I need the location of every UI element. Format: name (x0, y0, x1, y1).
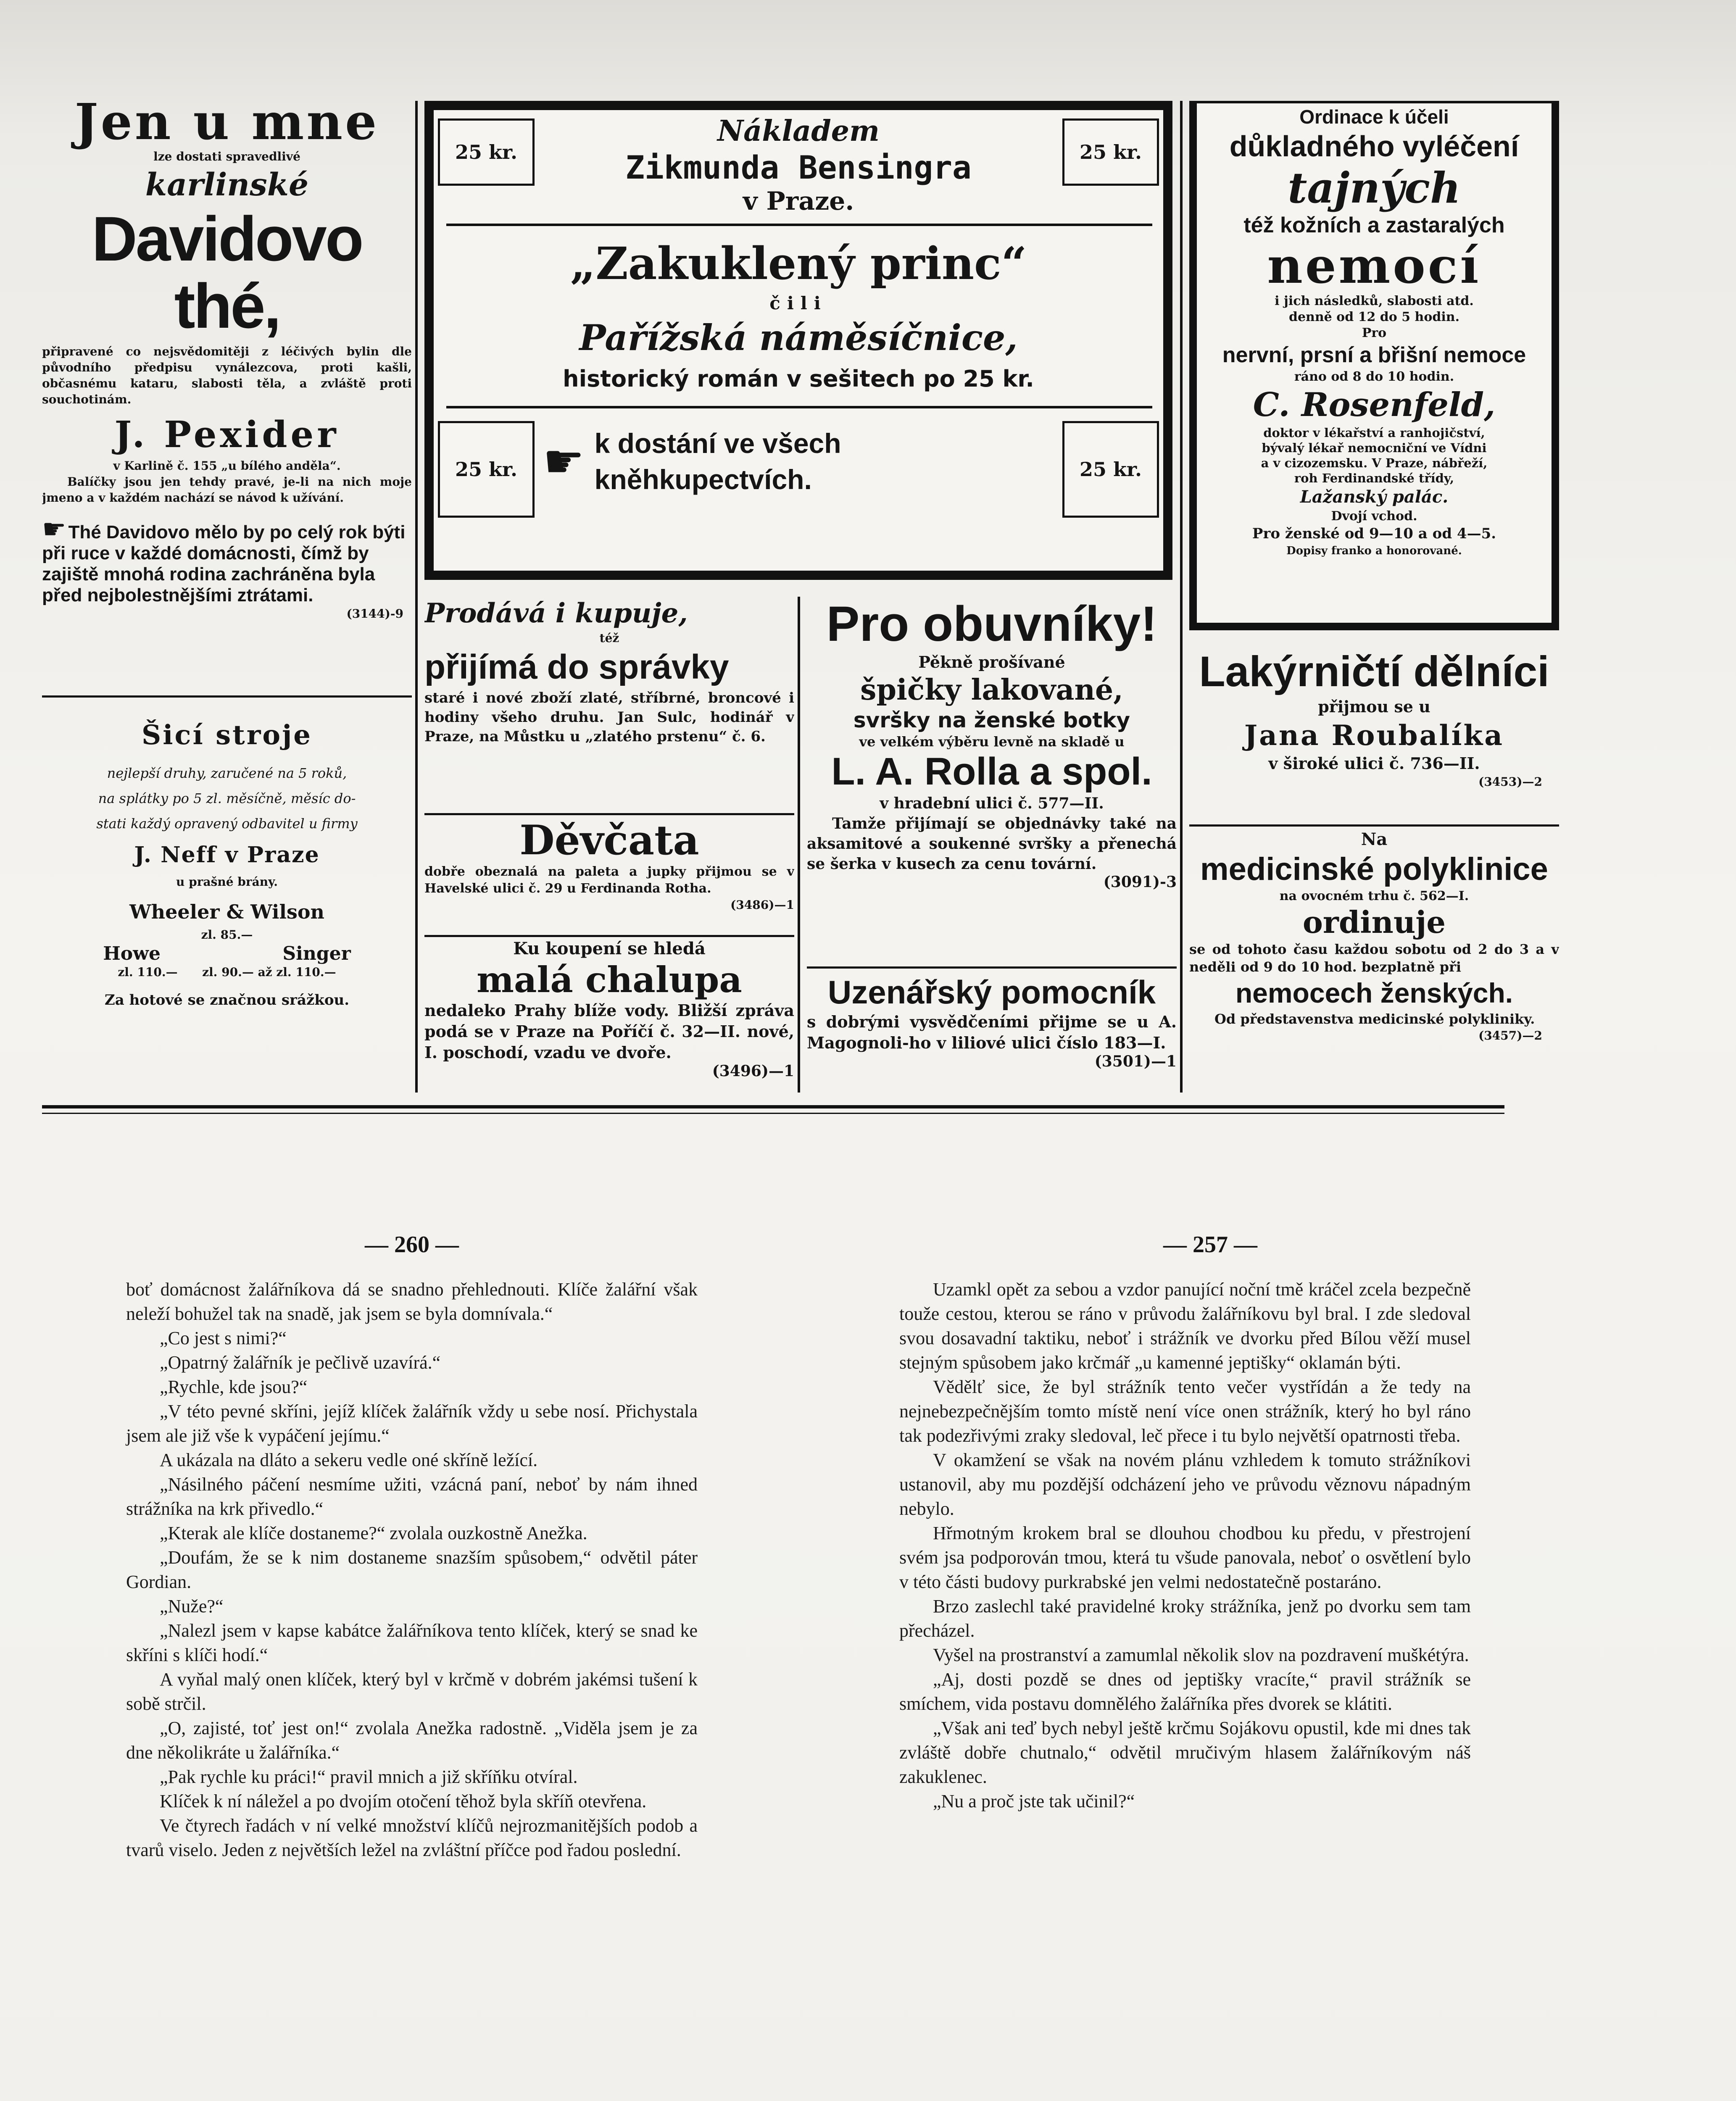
paragraph: „Násilného páčení nesmíme užiti, vzácná paní, neboť by nám ihned strážníka na krk přivedlo.“ (126, 1474, 698, 1519)
paragraph: „Co jest s nimi?“ (160, 1328, 287, 1348)
ad2-seller: J. Neff v Praze (134, 842, 320, 868)
ad5-body: staré i nové zboží zlaté, stříbrné, broncové i hodiny všeho druhu. Jan Sulc, hodinář v Praze, na Můstku u „zlatého prstenu“ č. 6. (424, 690, 794, 745)
ad-sici-stroje (42, 710, 412, 1097)
column-rule (415, 101, 418, 1093)
ad3-title: „Zakuklený princ“ (570, 237, 1027, 290)
ad-hodinar-sulc (424, 597, 794, 815)
paragraph: V okamžení se však na novém plánu vzhledem k tomuto strážníkovi ustanovil, aby mu pozdější odcházení jeho ve průvodu věznovu nápadným nebylo. (899, 1450, 1471, 1519)
ad-rosenfeld-ordinace (1189, 101, 1559, 630)
ad-separator (424, 935, 794, 937)
ad2-script3: stati každý opravený odbavitel u firmy (96, 816, 358, 832)
ad10-code: (3453)—2 (1478, 775, 1542, 789)
ad3-or: čili (769, 293, 827, 313)
ad4-l7: denně od 12 do 5 hodin. (1288, 310, 1460, 324)
ad8-seller: L. A. Rolla a spol. (831, 750, 1152, 793)
ad6-code: (3486)—1 (730, 898, 794, 912)
ad8-body: Tamže přijímají se objednávky také na aksamitové a soukenné svršky a přenechá se šerka v kusech za cenu tovární. (807, 815, 1177, 873)
ad3-desc: historický román v sešitech po 25 kr. (563, 366, 1034, 392)
ad3-rule (446, 406, 1152, 408)
paragraph: „Nuže?“ (160, 1596, 224, 1617)
paragraph: boť domácnost žalářníkova dá se snadno přehlednouti. Klíče žalářní však neleží bohužel tak na snadě, jak jsem se byla domnívala.“ (126, 1279, 698, 1324)
ad1-sub: lze dostati spravedlivé (153, 150, 300, 163)
ad3-availability-row (543, 425, 1054, 498)
ad3-city: v Praze. (743, 187, 854, 216)
ad4-l11: doktor v lékařství a ranhojičství, (1263, 426, 1485, 440)
ad11-code: (3457)—2 (1478, 1029, 1542, 1043)
paragraph: Ve čtyrech řadách v ní velké množství klíčů nejrozmanitějších podob a tvarů viselo. Jeden z největších ležel na zvláštní příčce pod řadou poslední. (126, 1815, 698, 1860)
paragraph: Brzo zaslechl také pravidelné kroky strážníka, jenž po dvorku sem tam přecházel. (899, 1596, 1471, 1641)
paragraph: Vědělť sice, že byl strážník tento večer vystřídán a že tedy na nejnebezpečnějším tomto místě není více onen strážník, který ho byl ráno tak podezřivými zraky sledoval, leč přece i tu bylo největší opatrnosti třeba. (899, 1377, 1471, 1446)
ad8-address: v hradební ulici č. 577—II. (880, 795, 1104, 812)
ad2-model3: Singer (282, 943, 351, 964)
ad4-l14: roh Ferdinandské třídy, (1294, 471, 1454, 485)
ad7-title: malá chalupa (477, 959, 742, 1000)
ad4-l17: Pro ženské od 9—10 a od 4—5. (1252, 525, 1496, 542)
paragraph: „Nalezl jsem v kapse kabátce žalářníkova tento klíček, který se snad ke skříni s klíči hodí.“ (126, 1620, 698, 1665)
ad10-address: v široké ulici č. 736—II. (1268, 754, 1480, 773)
ad2-title: Šicí stroje (142, 719, 312, 751)
ad1-claim-wrap (42, 516, 412, 606)
ad4-l10: ráno od 8 do 10 hodin. (1294, 369, 1454, 384)
paragraph: Uzamkl opět za sebou a vzdor panující noční tmě kráčel zcela bezpečně touže cestou, kterou se ráno v průvodu žalářníkovu byl bral. I zde sledoval svou dosavadní taktiku, neboť i strážník ve dvorku před Bílou věží musel stejným spůsobem jako krčmář „u kamenné jeptišky“ oklamán býti. (899, 1279, 1471, 1373)
ad6-body: dobře obeznalá na paleta a jupky přijmou se v Havelské ulici č. 29 u Ferdinanda Rotha. (424, 864, 794, 896)
paragraph: „Aj, dosti pozdě se dnes od jeptišky vracíte,“ pravil strážník se smíchem, vida postavu domnělého žalářníka přes dvorek se klátiti. (899, 1669, 1471, 1714)
ad8-code: (3091)-3 (1103, 873, 1177, 891)
ad1-body: připravené co nejsvědomitěji z léčivých bylin dle původního předpisu vynálezcova, proti kašli, občasnému kataru, slabosti těla, a zvláště proti souchotinám. (42, 345, 412, 406)
ad1-note: Balíčky jsou jen tehdy pravé, je-li na nich moje jmeno a v každém nachází se návod k užívání. (42, 475, 412, 505)
ad3-availability: k dostání ve všech kněhkupectvích. (594, 428, 841, 495)
ad7-l1: Ku koupení se hledá (513, 939, 706, 958)
right-page-text (899, 1277, 1471, 2101)
ad11-l2: ordinuje (1302, 904, 1446, 940)
ad4-l18: Dopisy franko a honorované. (1286, 545, 1462, 557)
paragraph: A vyňal malý onen klíček, který byl v krčmě v dobrém jakémsi tušení k sobě strčil. (126, 1669, 698, 1714)
ad-davidovo-the (42, 97, 412, 693)
ad2-discount: Za hotové se značnou srážkou. (104, 992, 350, 1008)
ad2-model1-price: zl. 85.— (201, 928, 253, 942)
paragraph: Vyšel na prostranství a zamumlal několik slov na pozdravení muškétýra. (933, 1645, 1469, 1665)
price-tag-bottom-right: 25 kr. (1062, 421, 1159, 518)
ad2-script1: nejlepší druhy, zaručené na 5 roků, (107, 765, 347, 781)
paragraph: „Opatrný žalářník je pečlivě uzavírá.“ (160, 1352, 441, 1373)
ad1-brand: karlinské (145, 167, 309, 203)
ad9-body: s dobrými vysvědčeními přijme se u A. Magognoli-ho v liliové ulici číslo 183—I. (807, 1012, 1177, 1052)
ad4-l3: tajných (1288, 163, 1461, 213)
ad-uzenarsky-pomocnik (807, 973, 1177, 1099)
ad-mala-chalupa (424, 938, 794, 1098)
ad8-title: Pro obuvníky! (826, 597, 1157, 652)
left-page-number: — 260 — (365, 1232, 459, 1258)
ad4-l5: nemocí (1267, 237, 1481, 295)
paragraph: „O, zajisté, toť jest on!“ zvolala Anežka radostně. „Viděla jsem je za dne několikráte u žalářníka.“ (126, 1718, 698, 1763)
ad10-seller: Jana Roubalíka (1244, 719, 1504, 752)
ad4-l1: Ordinace k účeli (1299, 106, 1449, 128)
ad-separator (424, 813, 794, 815)
ad9-title: Uzenářský pomocník (827, 974, 1156, 1011)
price-tag-top-right: 25 kr. (1062, 118, 1159, 186)
ad4-l8: Pro (1362, 326, 1387, 340)
ad7-code: (3496)—1 (712, 1062, 794, 1080)
ad3-publisher: Zikmunda Bensingra (625, 149, 972, 186)
ad9-code: (3501)—1 (1094, 1053, 1177, 1070)
ad4-l4: též kožních a zastaralých (1243, 213, 1505, 237)
ad11-body: se od tohoto času každou sobotu od 2 do 3 a v neděli od 9 do 10 hod. bezplatně při (1189, 941, 1559, 975)
ad1-address: v Karlině č. 155 „u bílého anděla“. (113, 459, 341, 473)
ad2-model2: Howe (103, 943, 161, 964)
ad4-l13: a v cizozemsku. V Praze, nábřeží, (1261, 456, 1488, 470)
ad8-l2: špičky lakované, (860, 673, 1123, 707)
ad7-body: nedaleko Prahy blíže vody. Bližší zpráva podá se v Praze na Poříčí č. 32—II. nové, I. poschodí, vzadu ve dvoře. (424, 1001, 794, 1062)
ad8-l1: Pěkně prošívané (918, 653, 1065, 671)
column-rule (1180, 101, 1183, 1093)
paragraph: A ukázala na dláto a sekeru vedle oné skříně ležící. (160, 1450, 538, 1470)
ad2-prices: zl. 110.— zl. 90.— až zl. 110.— (118, 965, 336, 979)
ad1-seller: J. Pexider (114, 413, 340, 456)
ad-separator (1189, 824, 1559, 827)
ad1-head: Jen u mne (74, 97, 379, 151)
ad3-publisher-label: Nákladem (717, 114, 880, 148)
ad5-l1: Prodává i kupuje, (424, 598, 688, 629)
ad-lakyrnici-delnici (1189, 647, 1559, 824)
pointing-hand-icon: ☛ (42, 514, 66, 545)
paragraph: „Rychle, kde jsou?“ (160, 1377, 308, 1397)
ad2-script2: na splátky po 5 zl. měsíčně, měsíc do- (98, 790, 356, 806)
ad8-l3: svršky na ženské botky (853, 708, 1130, 732)
ad2-models-row (42, 943, 412, 964)
left-page-text (126, 1277, 698, 2101)
ad-zakukleny-princ (424, 101, 1172, 580)
ad4-l9: nervní, prsní a břišní nemoce (1222, 343, 1526, 367)
pointing-hand-icon: ☛ (543, 434, 585, 488)
price-tag-top-left: 25 kr. (438, 118, 535, 186)
paragraph: Hřmotným krokem bral se dlouhou chodbou ku předu, v přestrojení svém jsa podporován tmou, která tu všude panovala, neboť o osvětlení bylo v této části budovy purkrabské jen velmi nedostatečně postaráno. (899, 1523, 1471, 1592)
ad4-l16: Dvojí vchod. (1331, 509, 1417, 524)
column-rule (798, 597, 800, 1093)
ad6-title: Děvčata (519, 817, 699, 864)
ad4-l15: Lažanský palác. (1300, 487, 1449, 507)
ad1-title: Davidovo thé, (92, 203, 362, 341)
section-rule-thin (42, 1113, 1504, 1114)
ad4-l6: i jich následků, slabosti atd. (1275, 294, 1474, 308)
ad4-doctor: C. Rosenfeld, (1253, 386, 1496, 424)
ad1-code: (3144)-9 (346, 607, 403, 621)
ad-devcata (424, 817, 794, 935)
ad2-model1: Wheeler & Wilson (129, 900, 324, 923)
paragraph: „Kterak ale klíče dostaneme?“ zvolala ouzkostně Anežka. (160, 1523, 587, 1543)
ad2-address: u prašné brány. (176, 875, 278, 889)
ad4-l2: důkladného vyléčení (1229, 130, 1519, 163)
ad1-claim: Thé Davidovo mělo by po celý rok býti při ruce v každé domácnosti, čímž by zajiště mnohá rodina zachráněna byla před nejbolestnějšími ztrátami. (42, 522, 406, 606)
ad-medicinska-polyklinika (1189, 829, 1559, 1102)
paragraph: „Však ani teď bych nebyl ještě krčmu Sojákovu opustil, kde mi dnes tak zvláště dobře chutnalo,“ odvětil mručivým hlasem žalářníkovým náš zakuklenec. (899, 1718, 1471, 1787)
right-page-number: — 257 — (1163, 1232, 1257, 1258)
paragraph: „Doufám, že se k nim dostaneme snazším spůsobem,“ odvětil páter Gordian. (126, 1547, 698, 1592)
paragraph: „Pak rychle ku práci!“ pravil mnich a již skříňku otvíral. (160, 1767, 578, 1787)
ad10-l1: přijmou se u (1318, 697, 1430, 716)
ad3-subtitle: Pařížská náměsíčnice, (579, 317, 1018, 358)
ad4-l12: bývalý lékař nemocniční ve Vídni (1262, 441, 1487, 455)
ad11-title: medicinské polyklinice (1200, 851, 1548, 887)
section-rule (42, 1105, 1504, 1108)
paragraph: „V této pevné skříni, jejíž klíček žalářník vždy u sebe nosí. Přichystala jsem ale již vše k vypáčení jejímu.“ (126, 1401, 698, 1446)
paragraph: „Nu a proč jste tak učinil?“ (933, 1791, 1135, 1811)
ad5-l2: též (599, 631, 619, 645)
ad-separator (807, 966, 1177, 969)
ad-pro-obuvniky (807, 597, 1177, 975)
ad3-rule (446, 224, 1152, 226)
ad11-l3: nemocech ženských. (1235, 977, 1513, 1008)
ad8-l4: ve velkém výběru levně na skladě u (859, 734, 1125, 750)
paragraph: Klíček k ní náležel a po dvojím otočení těhož byla skříň otevřena. (160, 1791, 647, 1811)
ad11-footer: Od představenstva medicinské polykliniky. (1214, 1011, 1535, 1027)
ad5-l3: přijímá do správky (424, 648, 729, 686)
ad11-address: na ovocném trhu č. 562—I. (1279, 889, 1469, 903)
ad11-l1: Na (1361, 829, 1388, 849)
ad-separator (42, 695, 412, 698)
ad10-title: Lakýrničtí dělníci (1199, 648, 1549, 695)
price-tag-bottom-left: 25 kr. (438, 421, 535, 518)
